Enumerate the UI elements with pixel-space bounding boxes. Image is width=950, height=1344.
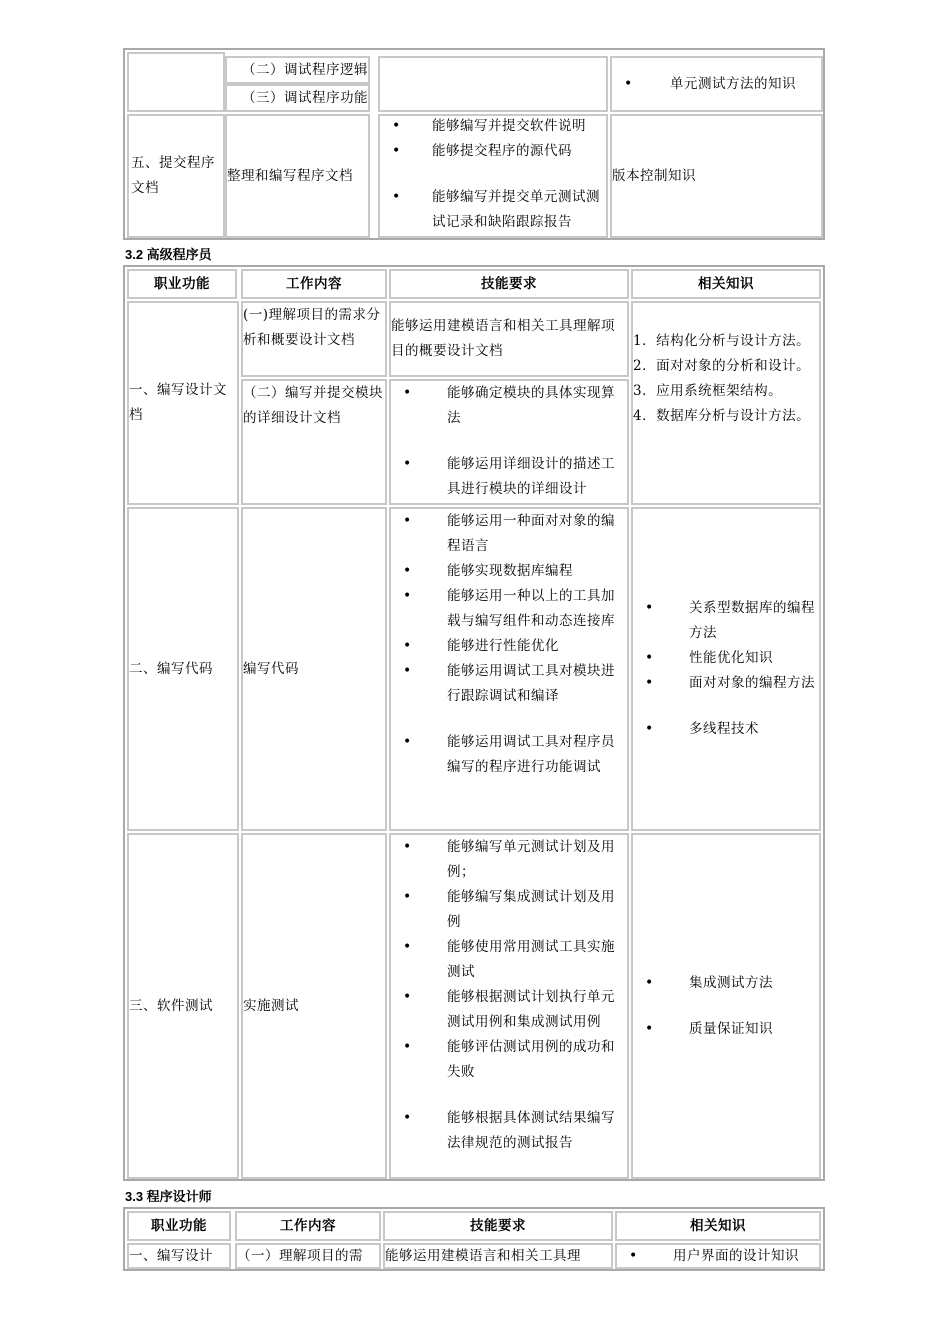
- knowledge-item: 4．数据库分析与设计方法。: [633, 408, 811, 424]
- table-cell-knowledge: [631, 301, 821, 505]
- table-cell-skills: [389, 833, 629, 1179]
- skill-item: • 能够使用常用测试工具实施测试: [391, 935, 627, 985]
- skill-item: • 能够根据测试计划执行单元测试用例和集成测试用例: [391, 985, 627, 1035]
- skill-item: • 能够编写单元测试计划及用例；: [391, 835, 627, 885]
- content-label: （二）编写并提交模块的详细设计文档: [243, 385, 383, 426]
- skill-item: • 能够评估测试用例的成功和失败: [391, 1035, 627, 1085]
- table-continued: [123, 48, 825, 240]
- function-label: 二、编写代码: [129, 660, 213, 677]
- content-label: 编写代码: [243, 660, 299, 677]
- content-label: 实施测试: [243, 997, 299, 1014]
- column-header: 技能要求: [389, 269, 629, 299]
- table-program-designer: [123, 1207, 825, 1271]
- table-cell-knowledge: [610, 56, 823, 112]
- table-cell-knowledge: [615, 1243, 821, 1269]
- table-cell-knowledge: [610, 114, 823, 238]
- skill-item: • 能够编写并提交软件说明: [380, 114, 606, 139]
- skill-item: • 能够运用一种以上的工具加载与编写组件和动态连接库: [391, 584, 627, 634]
- knowledge-item: • 用户界面的设计知识: [617, 1244, 799, 1269]
- table-cell-content: [225, 84, 370, 112]
- function-label: 一、编写设计文档: [129, 382, 227, 423]
- table-cell-function: [127, 507, 239, 831]
- skill-item: • 能够编写集成测试计划及用例: [391, 885, 627, 935]
- knowledge-item: • 集成测试方法: [633, 971, 773, 996]
- skill-item: • 能够运用调试工具对模块进行跟踪调试和编译: [391, 659, 627, 709]
- content-item: （三）调试程序功能: [242, 89, 368, 106]
- skill-item: • 能够实现数据库编程: [391, 559, 627, 584]
- knowledge-item: • 多线程技术: [633, 717, 819, 742]
- knowledge-item: • 面对对象的编程方法: [633, 671, 819, 696]
- function-label: 五、提交程序文档: [131, 155, 215, 196]
- skill-item: • 能够提交程序的源代码: [380, 139, 606, 164]
- column-header: 相关知识: [631, 269, 821, 299]
- skill-item: • 能够确定模块的具体实现算法: [391, 381, 627, 431]
- table-senior-programmer: [123, 265, 825, 1181]
- table-cell-content: [225, 56, 370, 84]
- skill-item: • 能够根据具体测试结果编写法律规范的测试报告: [391, 1106, 627, 1156]
- content-label: （一）理解项目的需: [237, 1247, 363, 1264]
- skill-item: • 能够进行性能优化: [391, 634, 627, 659]
- content-label: (一)理解项目的需求分析和概要设计文档: [243, 307, 381, 348]
- table-cell-content: [241, 833, 387, 1179]
- table-cell-function: [127, 1243, 231, 1269]
- table-cell-content: [235, 1243, 381, 1269]
- knowledge-item: 1．结构化分析与设计方法。: [633, 333, 811, 349]
- table-cell-knowledge: [631, 507, 821, 831]
- table-cell-skills: [389, 379, 629, 505]
- function-label: 一、编写设计: [129, 1247, 213, 1264]
- function-label: 三、软件测试: [129, 997, 213, 1014]
- content-label: 整理和编写程序文档: [227, 167, 353, 184]
- table-cell-content: [225, 114, 370, 238]
- column-header: 职业功能: [127, 1211, 231, 1241]
- table-cell-content: [241, 507, 387, 831]
- table-cell-function: [127, 301, 239, 505]
- skill-item: • 能够运用一种面对对象的编程语言: [391, 509, 627, 559]
- skill-item: • 能够运用调试工具对程序员编写的程序进行功能调试: [391, 730, 627, 780]
- content-item: （二）调试程序逻辑: [242, 61, 368, 78]
- table-cell-skills: [378, 114, 608, 238]
- knowledge-item: • 单元测试方法的知识: [612, 72, 796, 97]
- skill-item: • 能够编写并提交单元测试测试记录和缺陷跟踪报告: [380, 185, 606, 235]
- column-header: 技能要求: [383, 1211, 613, 1241]
- column-header: 工作内容: [235, 1211, 381, 1241]
- skill-item: • 能够运用详细设计的描述工具进行模块的详细设计: [391, 452, 627, 502]
- column-header: 工作内容: [241, 269, 387, 299]
- knowledge-item: • 性能优化知识: [633, 646, 819, 671]
- knowledge-item: • 关系型数据库的编程方法: [633, 596, 819, 646]
- knowledge-label: 版本控制知识: [612, 167, 696, 184]
- table-cell-function: [127, 833, 239, 1179]
- table-cell-function: [127, 114, 225, 238]
- skill-label: 能够运用建模语言和相关工具理解项目的概要设计文档: [391, 318, 615, 359]
- column-header: 相关知识: [615, 1211, 821, 1241]
- table-cell-function: [127, 52, 225, 112]
- section-title: 3.3 程序设计师: [125, 1189, 212, 1204]
- knowledge-item: 2．面对对象的分析和设计。: [633, 358, 811, 374]
- table-cell-skills: [389, 507, 629, 831]
- table-cell-knowledge: [631, 833, 821, 1179]
- table-cell-content: [241, 379, 387, 505]
- section-title: 3.2 高级程序员: [125, 247, 212, 262]
- column-header: 职业功能: [127, 269, 237, 299]
- table-cell-skills: [378, 56, 608, 112]
- table-cell-skills: [389, 301, 629, 377]
- skill-label: 能够运用建模语言和相关工具理: [385, 1247, 581, 1264]
- knowledge-item: • 质量保证知识: [633, 1017, 773, 1042]
- table-cell-content: [241, 301, 387, 377]
- table-cell-skills: [383, 1243, 613, 1269]
- knowledge-item: 3．应用系统框架结构。: [633, 383, 783, 399]
